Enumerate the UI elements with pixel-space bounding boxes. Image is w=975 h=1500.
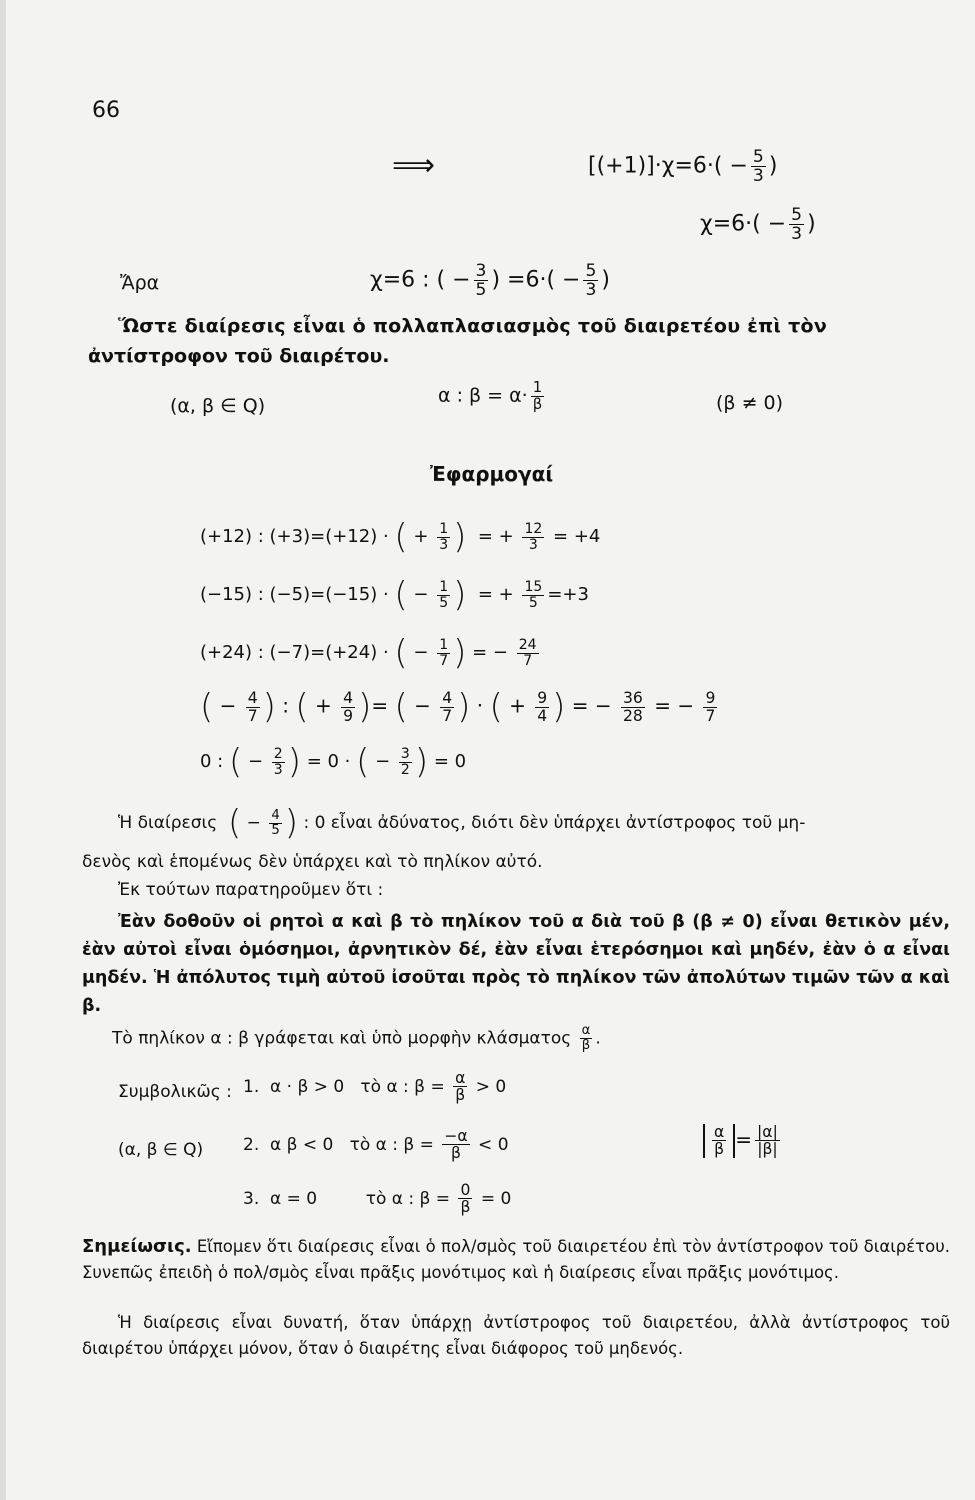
row-number: 2.: [243, 1134, 260, 1155]
application-1: (+12) : (+3)=(+12) · ( + $\frac{1}{3}$ ) = + $\frac{12}{3}$ = +4: [200, 517, 601, 557]
rule-1-line2: ἀντίστροφον τοῦ διαιρέτου.: [88, 345, 390, 367]
row-result: τὸ α : β =: [349, 1134, 434, 1155]
application-4: ( − $\frac{4}{7}$ ) : ( + $\frac{4}{9}$ )= ( − $\frac{4}{7}$ ) · ( + $\frac{9}{4}$ ) = − $\frac{36}{28}$ = − $\frac{9}{7}$: [200, 687, 716, 727]
formula-condition: (β ≠ 0): [716, 392, 784, 414]
row-tail: = 0: [480, 1188, 512, 1209]
symbolic-row-3: 3. α = 0 τὸ α : β = $\frac{0}{\beta}$ = 0: [243, 1181, 512, 1217]
equation-3: χ=6 : ( − $\frac{3}{5}$ ) =6·( − $\frac{5}{3}$ ): [370, 261, 610, 300]
equation-2: χ=6·( − $\frac{5}{3}$ ): [700, 205, 816, 244]
note-paragraph-2: Ἡ διαίρεσις εἶναι δυνατή, ὅταν ὑπάρχῃ ἀντίστροφος τοῦ διαιρετέου, ἀλλὰ ἀντίστροφος τοῦ διαιρέτου ὑπάρχει μόνον, ὅταν ὁ διαιρέτης εἶναι διάφορος τοῦ μηδενός.: [82, 1313, 950, 1358]
row-tail: < 0: [478, 1134, 509, 1155]
quotient-line: Τὸ πηλίκον α : β γράφεται καὶ ὑπὸ μορφὴν κλάσματος $\frac{\alpha}{\beta}$ .: [112, 1023, 601, 1053]
equation-1: [(+1)]·χ=6·( − $\frac{5}{3}$ ): [588, 147, 778, 186]
row-result: τὸ α : β =: [365, 1188, 451, 1209]
impossible-line2: δενὸς καὶ ἑπομένως δὲν ὑπάρχει καὶ τὸ πηλίκον αὐτό.: [82, 852, 543, 872]
division-formula: [438, 380, 547, 412]
page-number: 66: [92, 98, 120, 123]
heading-applications: Ἐφαρμογαί: [430, 462, 554, 486]
row-condition: α β < 0: [270, 1134, 334, 1155]
symbolic-row-2: 2. α β < 0 τὸ α : β = $\frac{-\alpha}{\beta}$ < 0: [243, 1127, 509, 1163]
formula-num: 1: [532, 379, 543, 396]
implies-arrow: ⟹: [392, 148, 436, 183]
symbolic-row-1: 1. α · β > 0 τὸ α : β = $\frac{\alpha}{\beta}$ > 0: [243, 1069, 507, 1105]
symbolic-label: Συμβολικῶς :: [118, 1082, 232, 1102]
symbolic-domain: (α, β ∈ Q): [118, 1140, 204, 1160]
application-3: (+24) : (−7)=(+24) · ( − $\frac{1}{7}$ ) = − $\frac{24}{7}$: [200, 633, 537, 673]
formula-den: β: [532, 395, 543, 413]
row-condition: α · β > 0: [270, 1076, 345, 1097]
note-text: Εἴπομεν ὅτι διαίρεσις εἶναι ὁ πολ/σμὸς τοῦ διαιρετέου ἐπὶ τὸν ἀντίστροφον τοῦ διαιρέτου. Συνεπῶς ἐπειδὴ ὁ πολ/σμὸς εἶναι πρᾶξις μονότιμος καὶ ἡ διαίρεσις εἶναι πρᾶξις μονότιμος.: [82, 1237, 950, 1282]
application-5: 0 : ( − $\frac{2}{3}$ ) = 0 · ( − $\frac{3}{2}$ ) = 0: [200, 742, 467, 782]
row-number: 1.: [243, 1076, 260, 1097]
quotient-text: Τὸ πηλίκον α : β γράφεται καὶ ὑπὸ μορφὴν κλάσματος: [112, 1028, 572, 1049]
formula-main: α : β = α·: [438, 384, 528, 407]
row-sign: −: [444, 1127, 458, 1145]
application-2: (−15) : (−5)=(−15) · ( − $\frac{1}{5}$ ) = + $\frac{15}{5}$ =+3: [200, 575, 589, 615]
formula-domain: (α, β ∈ Q): [170, 395, 266, 417]
row-condition: α = 0: [270, 1188, 318, 1209]
impossible-line: Ἡ διαίρεσις ( − $\frac{4}{5}$ ) : 0 εἶναι ἀδύνατος, διότι δὲν ὑπάρχει ἀντίστροφος τοῦ μη-: [118, 803, 806, 843]
row-result: τὸ α : β =: [360, 1076, 445, 1097]
rule-2: Ἐὰν δοθοῦν οἱ ρητοὶ α καὶ β τὸ πηλίκον τοῦ α διὰ τοῦ β (β ≠ 0) εἶναι θετικὸν μέν, ἐὰν αὐτοὶ εἶναι ὁμόσημοι, ἀρνητικὸν δέ, ἐὰν εἶναι ἑτερόσημοι καὶ μηδέν, ἐὰν ὁ α εἶναι μηδέν. Ἡ ἀπόλυτος τιμὴ αὐτοῦ ἰσοῦται πρὸς τὸ πηλίκον τῶν ἀπολύτων τιμῶν τῶν α καὶ β.: [82, 912, 950, 1016]
row-tail: > 0: [475, 1076, 507, 1097]
note-label: Σημείωσις.: [82, 1236, 192, 1257]
ara-label: Ἄρα: [120, 272, 160, 294]
note-paragraph: [82, 1234, 950, 1286]
row-number: 3.: [243, 1188, 260, 1209]
impossible-part2: : 0 εἶναι ἀδύνατος, διότι δὲν ὑπάρχει ἀντίστροφος τοῦ μη-: [303, 813, 806, 833]
observe-line: Ἐκ τούτων παρατηροῦμεν ὅτι :: [118, 880, 384, 900]
absolute-value-formula: $\frac{\alpha}{\beta}$ = $\frac{|\alpha|}{|\beta|}$: [703, 1124, 783, 1158]
impossible-part1: Ἡ διαίρεσις: [118, 813, 218, 833]
page-edge: [0, 0, 6, 1500]
rule-1-line1: Ὥστε διαίρεσις εἶναι ὁ πολλαπλασιασμὸς τοῦ διαιρετέου ἐπὶ τὸν: [118, 315, 828, 337]
